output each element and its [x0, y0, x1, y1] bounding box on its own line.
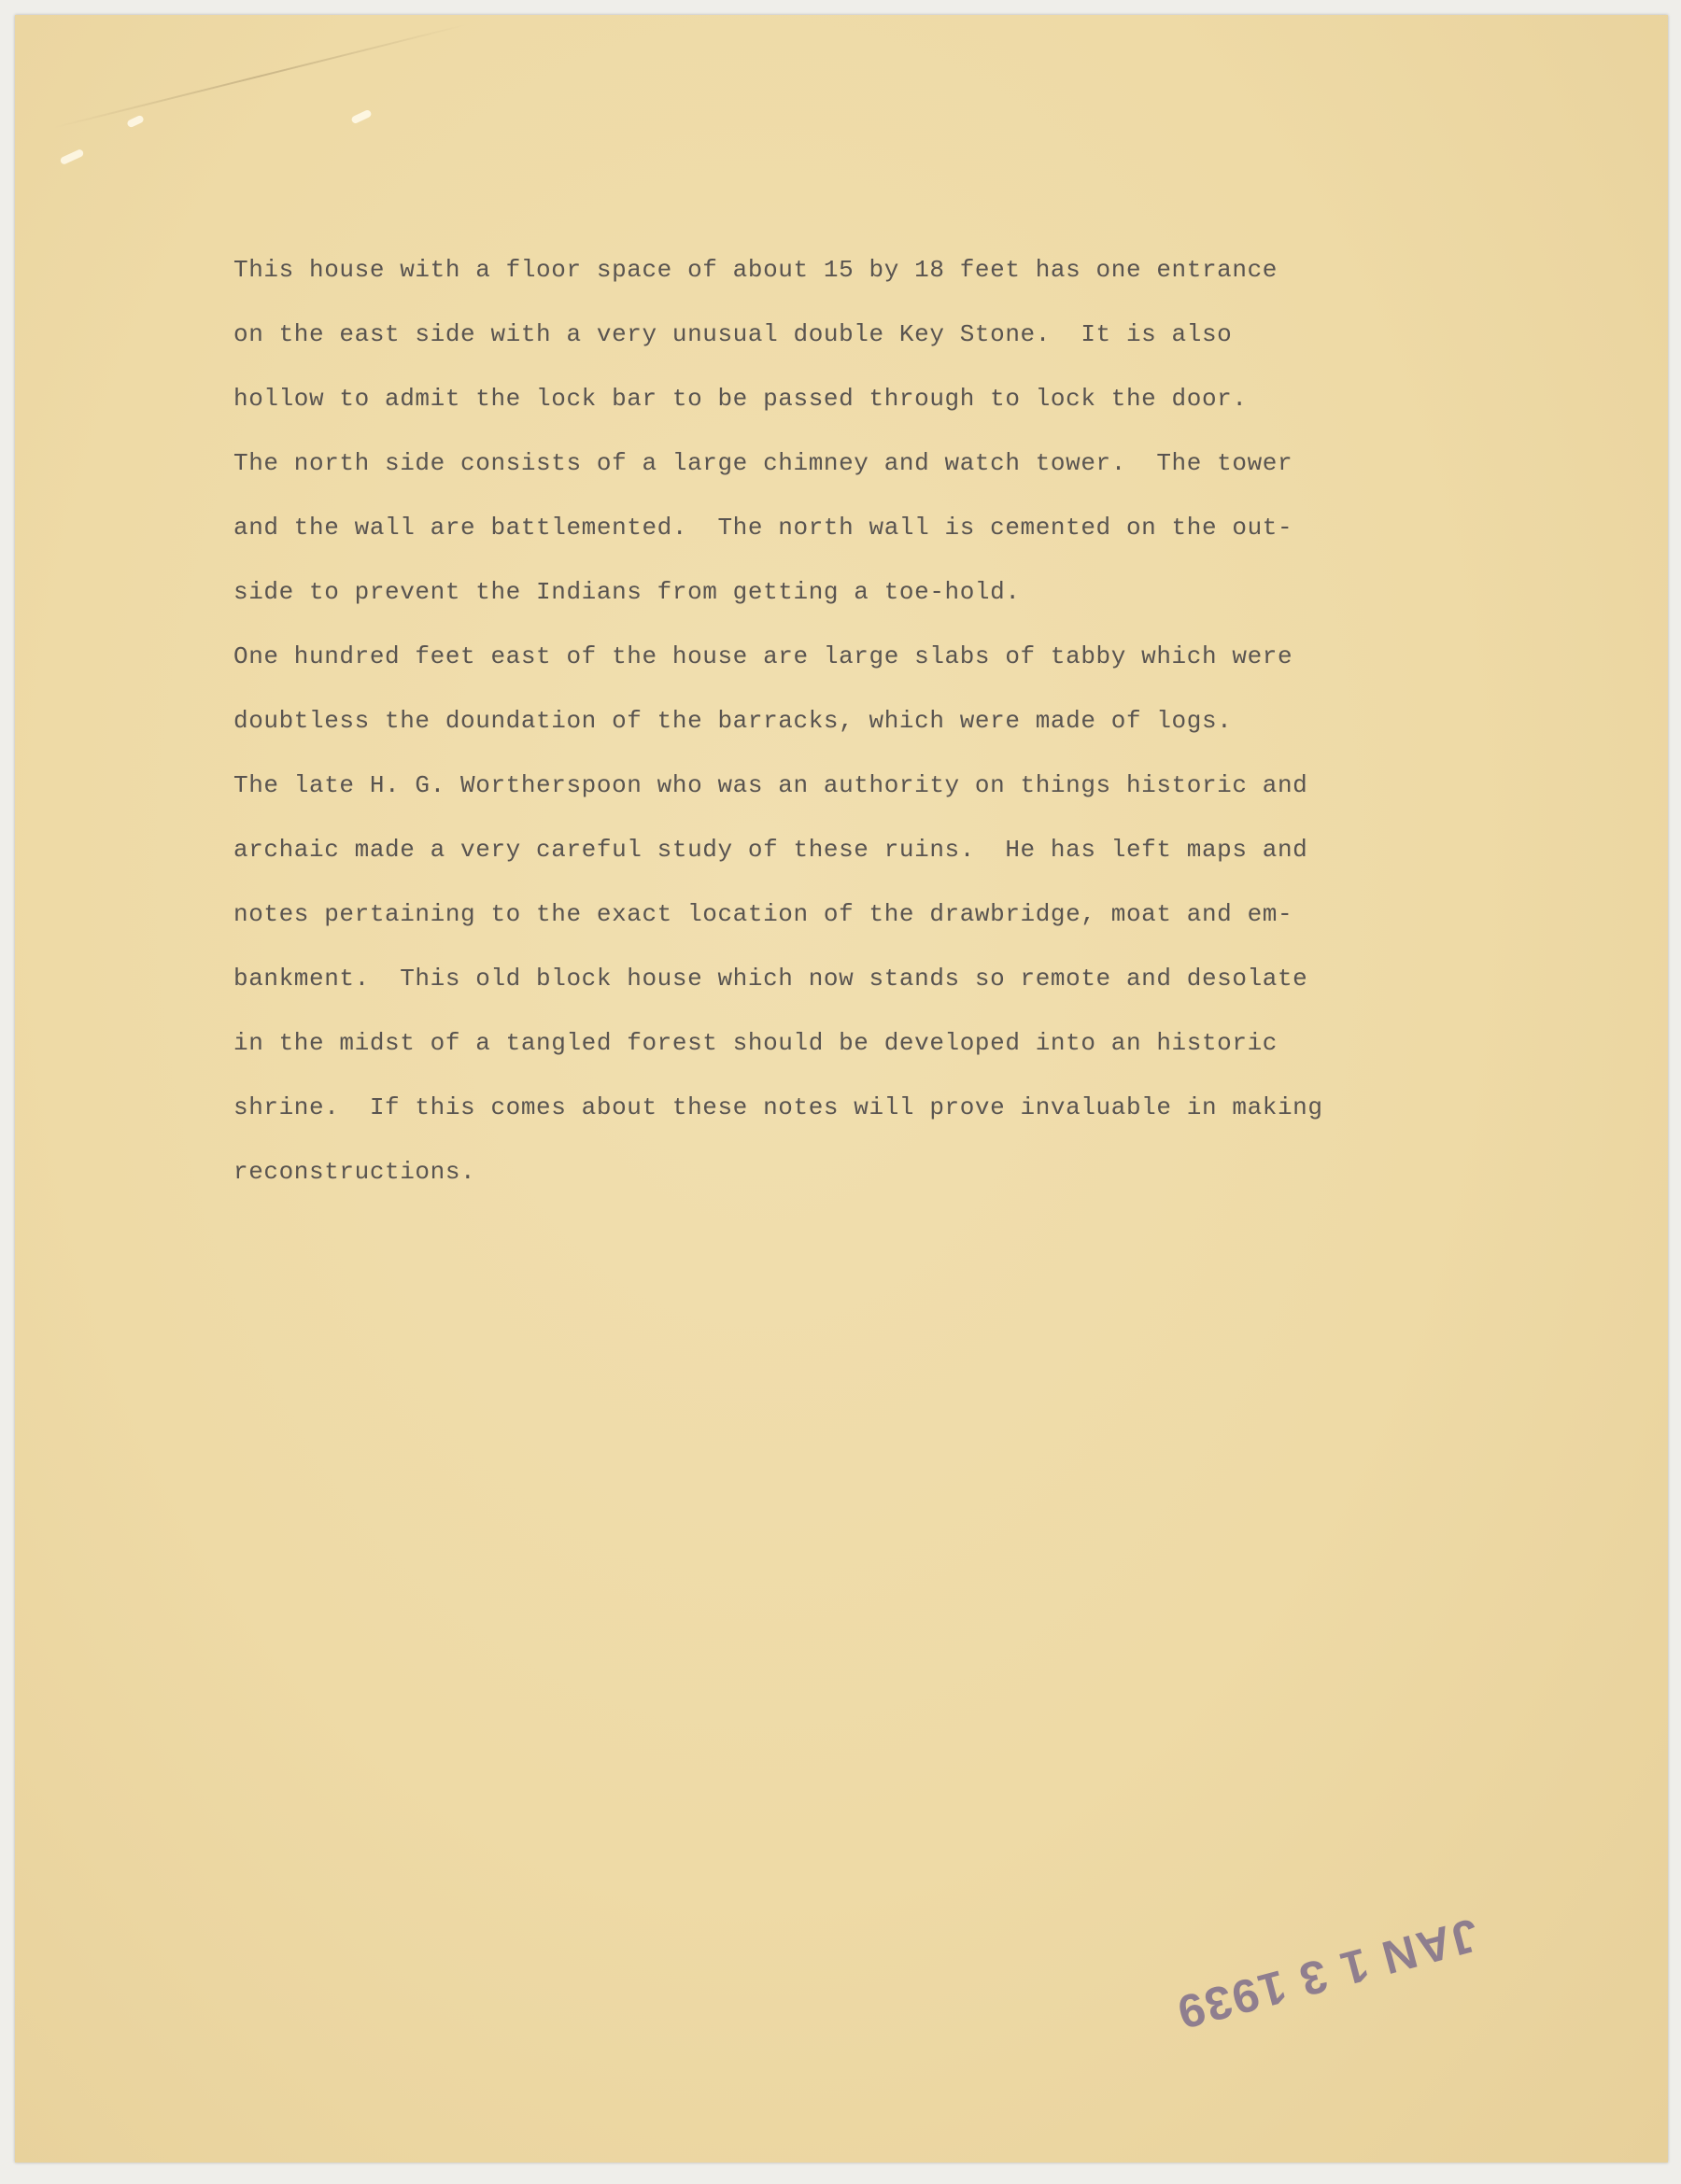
text-line: side to prevent the Indians from getting a toe-hold. — [233, 578, 1021, 606]
paper-damage-mark — [126, 115, 145, 129]
text-line: The late H. G. Wortherspoon who was an authority on things historic and — [233, 771, 1308, 799]
text-line: bankment. This old block house which now stands so remote and desolate — [233, 965, 1308, 993]
text-line: in the midst of a tangled forest should be developed into an historic — [233, 1029, 1278, 1057]
paper-damage-mark — [60, 148, 85, 165]
text-line: reconstructions. — [233, 1158, 476, 1186]
body-text — [233, 245, 1448, 1211]
text-line: on the east side with a very unusual double Key Stone. It is also — [233, 320, 1233, 348]
text-line: One hundred feet east of the house are large slabs of tabby which were — [233, 642, 1293, 670]
text-line: The north side consists of a large chimney and watch tower. The tower — [233, 449, 1293, 477]
text-line: archaic made a very careful study of these ruins. He has left maps and — [233, 836, 1308, 864]
text-line: This house with a floor space of about 15 by 18 feet has one entrance — [233, 256, 1278, 284]
text-line: and the wall are battlemented. The north wall is cemented on the out- — [233, 514, 1293, 542]
text-line: notes pertaining to the exact location of the drawbridge, moat and em- — [233, 900, 1293, 928]
text-line: shrine. If this comes about these notes will prove invaluable in making — [233, 1093, 1323, 1121]
text-line: doubtless the doundation of the barracks, which were made of logs. — [233, 707, 1233, 735]
date-received-stamp: JAN 1 3 1939 — [1170, 1908, 1485, 2040]
text-line: hollow to admit the lock bar to be passed through to lock the door. — [233, 385, 1248, 413]
paper-damage-mark — [350, 109, 372, 125]
paper-crease — [52, 23, 470, 129]
